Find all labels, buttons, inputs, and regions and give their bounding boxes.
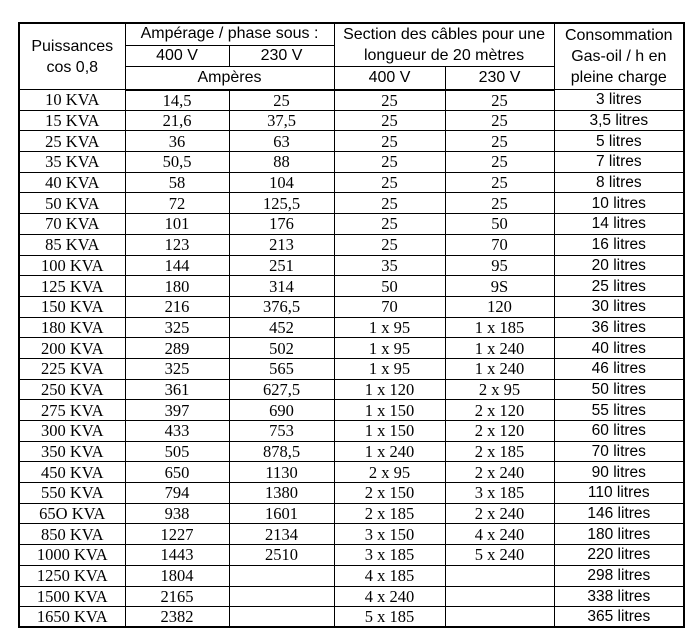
current-230v-cell: 2134 <box>229 524 334 545</box>
power-cell: 85 KVA <box>19 234 125 255</box>
current-230v-cell: 125,5 <box>229 193 334 214</box>
header-cable-section-line: longueur de 20 mètres <box>363 47 525 64</box>
power-cell: 150 KVA <box>19 296 125 317</box>
cable-section-400v-cell: 2 x 95 <box>334 462 445 483</box>
fuel-consumption-cell: 46 litres <box>554 358 684 379</box>
power-cell: 200 KVA <box>19 338 125 359</box>
cable-section-230v-cell: 25 <box>445 152 554 173</box>
cable-section-400v-cell: 3 x 185 <box>334 545 445 566</box>
current-400v-cell: 2382 <box>125 607 229 628</box>
cable-section-400v-cell: 1 x 150 <box>334 400 445 421</box>
header-amperage-400v: 400 V <box>125 45 229 66</box>
current-230v-cell: 104 <box>229 172 334 193</box>
header-fuel-consumption <box>554 23 684 90</box>
table-row <box>19 214 684 235</box>
fuel-consumption-cell: 180 litres <box>554 524 684 545</box>
cable-section-400v-cell: 1 x 240 <box>334 441 445 462</box>
power-cell: 40 KVA <box>19 172 125 193</box>
cable-section-400v-cell: 35 <box>334 255 445 276</box>
header-cable-section-line: Section des câbles pour une <box>343 26 545 43</box>
fuel-consumption-cell: 365 litres <box>554 607 684 628</box>
current-400v-cell: 101 <box>125 214 229 235</box>
current-230v-cell: 2510 <box>229 545 334 566</box>
cable-section-230v-cell: 25 <box>445 172 554 193</box>
header-power-line: cos 0,8 <box>46 58 99 76</box>
table-row <box>19 483 684 504</box>
fuel-consumption-cell: 5 litres <box>554 131 684 152</box>
cable-section-230v-cell: 2 x 120 <box>445 400 554 421</box>
cable-section-400v-cell: 50 <box>334 276 445 297</box>
power-cell: 15 KVA <box>19 110 125 131</box>
current-230v-cell: 25 <box>229 90 334 111</box>
cable-section-400v-cell: 25 <box>334 214 445 235</box>
current-400v-cell: 289 <box>125 338 229 359</box>
table-row <box>19 317 684 338</box>
table-row <box>19 379 684 400</box>
cable-section-400v-cell: 4 x 240 <box>334 586 445 607</box>
table-row <box>19 524 684 545</box>
table-row <box>19 462 684 483</box>
power-cell: 1500 KVA <box>19 586 125 607</box>
table-row <box>19 193 684 214</box>
fuel-consumption-cell: 70 litres <box>554 441 684 462</box>
current-400v-cell: 938 <box>125 503 229 524</box>
power-cell: 35 KVA <box>19 152 125 173</box>
header-power <box>19 23 125 90</box>
cable-section-230v-cell: 3 x 185 <box>445 483 554 504</box>
current-230v-cell: 878,5 <box>229 441 334 462</box>
table-row <box>19 338 684 359</box>
fuel-consumption-cell: 3 litres <box>554 90 684 111</box>
cable-section-230v-cell: 4 x 240 <box>445 524 554 545</box>
power-cell: 225 KVA <box>19 358 125 379</box>
current-230v-cell: 176 <box>229 214 334 235</box>
power-cell: 70 KVA <box>19 214 125 235</box>
cable-section-400v-cell: 1 x 95 <box>334 338 445 359</box>
power-cell: 250 KVA <box>19 379 125 400</box>
fuel-consumption-cell: 110 litres <box>554 483 684 504</box>
fuel-consumption-cell: 25 litres <box>554 276 684 297</box>
current-230v-cell: 314 <box>229 276 334 297</box>
current-400v-cell: 58 <box>125 172 229 193</box>
current-230v-cell: 753 <box>229 421 334 442</box>
current-400v-cell: 72 <box>125 193 229 214</box>
cable-section-230v-cell: 2 x 240 <box>445 462 554 483</box>
cable-section-230v-cell: 25 <box>445 90 554 111</box>
header-cable-section <box>334 23 554 67</box>
current-400v-cell: 1227 <box>125 524 229 545</box>
current-400v-cell: 144 <box>125 255 229 276</box>
current-400v-cell: 36 <box>125 131 229 152</box>
cable-section-230v-cell: 25 <box>445 131 554 152</box>
current-400v-cell: 14,5 <box>125 90 229 111</box>
table-row <box>19 503 684 524</box>
header-fuel-consumption-line: Consommation <box>564 27 673 44</box>
cable-section-230v-cell: 50 <box>445 214 554 235</box>
current-230v-cell: 1601 <box>229 503 334 524</box>
power-cell: 275 KVA <box>19 400 125 421</box>
fuel-consumption-cell: 90 litres <box>554 462 684 483</box>
header-amperage-230v: 230 V <box>229 45 334 66</box>
current-230v-cell: 627,5 <box>229 379 334 400</box>
cable-section-400v-cell: 2 x 150 <box>334 483 445 504</box>
cable-section-230v-cell: 2 x 185 <box>445 441 554 462</box>
power-cell: 50 KVA <box>19 193 125 214</box>
table-row <box>19 400 684 421</box>
cable-section-230v-cell <box>445 565 554 586</box>
table-row <box>19 255 684 276</box>
power-cell: 65O KVA <box>19 503 125 524</box>
table-body <box>19 90 684 628</box>
cable-section-230v-cell: 25 <box>445 110 554 131</box>
power-cell: 1650 KVA <box>19 607 125 628</box>
table-row <box>19 152 684 173</box>
current-400v-cell: 361 <box>125 379 229 400</box>
current-230v-cell <box>229 565 334 586</box>
cable-section-400v-cell: 2 x 185 <box>334 503 445 524</box>
current-230v-cell: 1380 <box>229 483 334 504</box>
current-400v-cell: 2165 <box>125 586 229 607</box>
table-row <box>19 545 684 566</box>
cable-section-400v-cell: 25 <box>334 90 445 111</box>
cable-section-400v-cell: 4 x 185 <box>334 565 445 586</box>
header-fuel-consumption-line: pleine charge <box>570 69 667 86</box>
fuel-consumption-cell: 146 litres <box>554 503 684 524</box>
table-row <box>19 421 684 442</box>
cable-section-230v-cell: 5 x 240 <box>445 545 554 566</box>
fuel-consumption-cell: 7 litres <box>554 152 684 173</box>
table-row <box>19 358 684 379</box>
table-row <box>19 296 684 317</box>
current-230v-cell: 376,5 <box>229 296 334 317</box>
cable-section-400v-cell: 25 <box>334 193 445 214</box>
fuel-consumption-cell: 3,5 litres <box>554 110 684 131</box>
current-400v-cell: 650 <box>125 462 229 483</box>
current-230v-cell: 452 <box>229 317 334 338</box>
current-230v-cell: 1130 <box>229 462 334 483</box>
current-400v-cell: 123 <box>125 234 229 255</box>
cable-section-400v-cell: 25 <box>334 152 445 173</box>
current-400v-cell: 325 <box>125 358 229 379</box>
cable-section-400v-cell: 3 x 150 <box>334 524 445 545</box>
cable-section-230v-cell: 1 x 185 <box>445 317 554 338</box>
cable-section-230v-cell <box>445 607 554 628</box>
cable-section-400v-cell: 25 <box>334 131 445 152</box>
current-400v-cell: 216 <box>125 296 229 317</box>
current-230v-cell: 37,5 <box>229 110 334 131</box>
fuel-consumption-cell: 16 litres <box>554 234 684 255</box>
table-row <box>19 172 684 193</box>
table-row <box>19 131 684 152</box>
power-cell: 180 KVA <box>19 317 125 338</box>
current-400v-cell: 433 <box>125 421 229 442</box>
header-amperage: Ampérage / phase sous : <box>125 23 334 45</box>
current-230v-cell <box>229 607 334 628</box>
fuel-consumption-cell: 60 litres <box>554 421 684 442</box>
current-230v-cell: 502 <box>229 338 334 359</box>
current-400v-cell: 397 <box>125 400 229 421</box>
current-230v-cell: 251 <box>229 255 334 276</box>
cable-section-230v-cell: 2 x 240 <box>445 503 554 524</box>
current-400v-cell: 21,6 <box>125 110 229 131</box>
fuel-consumption-cell: 220 litres <box>554 545 684 566</box>
table-row <box>19 607 684 628</box>
power-cell: 450 KVA <box>19 462 125 483</box>
cable-section-230v-cell: 2 x 95 <box>445 379 554 400</box>
current-400v-cell: 1804 <box>125 565 229 586</box>
fuel-consumption-cell: 40 litres <box>554 338 684 359</box>
fuel-consumption-cell: 298 litres <box>554 565 684 586</box>
cable-section-230v-cell: 1 x 240 <box>445 358 554 379</box>
cable-section-400v-cell: 1 x 95 <box>334 317 445 338</box>
header-section-230v: 230 V <box>445 67 554 90</box>
current-230v-cell <box>229 586 334 607</box>
cable-section-230v-cell: 1 x 240 <box>445 338 554 359</box>
table-row <box>19 565 684 586</box>
fuel-consumption-cell: 36 litres <box>554 317 684 338</box>
cable-section-400v-cell: 1 x 150 <box>334 421 445 442</box>
cable-section-230v-cell: 2 x 120 <box>445 421 554 442</box>
cable-section-400v-cell: 5 x 185 <box>334 607 445 628</box>
power-cell: 100 KVA <box>19 255 125 276</box>
table-row <box>19 90 684 111</box>
power-cell: 850 KVA <box>19 524 125 545</box>
current-400v-cell: 325 <box>125 317 229 338</box>
current-230v-cell: 690 <box>229 400 334 421</box>
table-row <box>19 276 684 297</box>
power-cell: 125 KVA <box>19 276 125 297</box>
current-230v-cell: 88 <box>229 152 334 173</box>
cable-section-230v-cell: 9S <box>445 276 554 297</box>
generator-specs-table <box>18 22 685 628</box>
fuel-consumption-cell: 8 litres <box>554 172 684 193</box>
current-400v-cell: 1443 <box>125 545 229 566</box>
current-400v-cell: 180 <box>125 276 229 297</box>
header-row <box>19 23 684 45</box>
power-cell: 300 KVA <box>19 421 125 442</box>
current-230v-cell: 63 <box>229 131 334 152</box>
current-230v-cell: 565 <box>229 358 334 379</box>
fuel-consumption-cell: 30 litres <box>554 296 684 317</box>
cable-section-230v-cell: 120 <box>445 296 554 317</box>
fuel-consumption-cell: 50 litres <box>554 379 684 400</box>
cable-section-230v-cell: 25 <box>445 193 554 214</box>
fuel-consumption-cell: 55 litres <box>554 400 684 421</box>
power-cell: 350 KVA <box>19 441 125 462</box>
cable-section-230v-cell: 70 <box>445 234 554 255</box>
cable-section-400v-cell: 1 x 95 <box>334 358 445 379</box>
table-row <box>19 586 684 607</box>
current-400v-cell: 794 <box>125 483 229 504</box>
power-cell: 1250 KVA <box>19 565 125 586</box>
cable-section-400v-cell: 70 <box>334 296 445 317</box>
power-cell: 1000 KVA <box>19 545 125 566</box>
cable-section-400v-cell: 25 <box>334 172 445 193</box>
table-row <box>19 110 684 131</box>
fuel-consumption-cell: 10 litres <box>554 193 684 214</box>
current-230v-cell: 213 <box>229 234 334 255</box>
table-row <box>19 441 684 462</box>
current-400v-cell: 50,5 <box>125 152 229 173</box>
power-cell: 25 KVA <box>19 131 125 152</box>
current-400v-cell: 505 <box>125 441 229 462</box>
power-cell: 10 KVA <box>19 90 125 111</box>
table-row <box>19 234 684 255</box>
header-amperes-unit: Ampères <box>125 67 334 90</box>
cable-section-230v-cell <box>445 586 554 607</box>
fuel-consumption-cell: 14 litres <box>554 214 684 235</box>
cable-section-400v-cell: 1 x 120 <box>334 379 445 400</box>
cable-section-230v-cell: 95 <box>445 255 554 276</box>
cable-section-400v-cell: 25 <box>334 110 445 131</box>
cable-section-400v-cell: 25 <box>334 234 445 255</box>
header-section-400v: 400 V <box>334 67 445 90</box>
header-fuel-consumption-line: Gas-oil / h en <box>571 48 667 65</box>
fuel-consumption-cell: 338 litres <box>554 586 684 607</box>
header-power-line: Puissances <box>31 37 114 55</box>
table-header <box>19 23 684 90</box>
power-cell: 550 KVA <box>19 483 125 504</box>
fuel-consumption-cell: 20 litres <box>554 255 684 276</box>
